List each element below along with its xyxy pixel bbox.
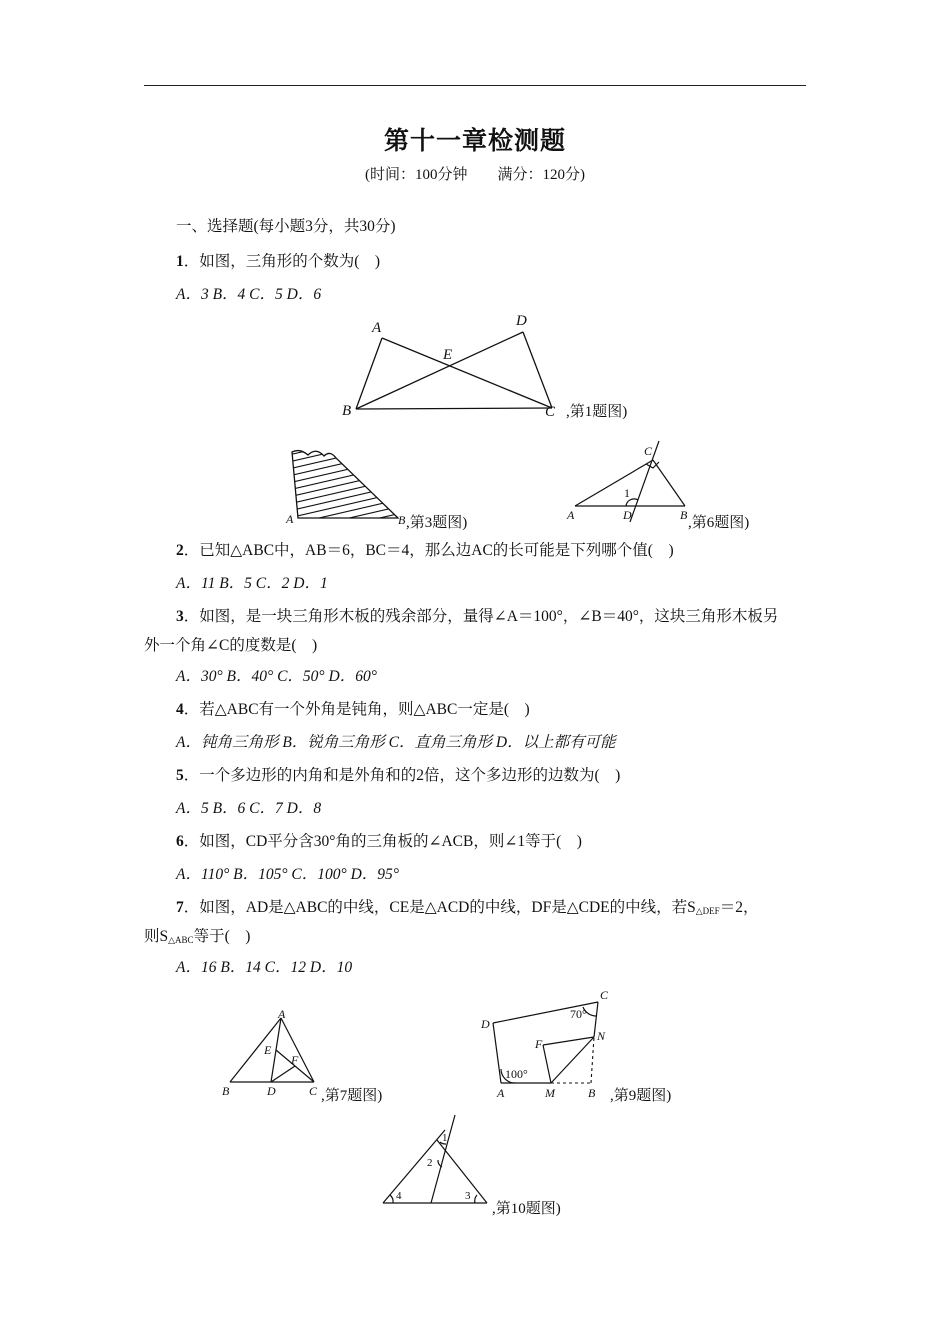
question-7-continued: 则$S_{\triangle ABC}$等于( ) <box>144 928 251 945</box>
svg-text:A: A <box>567 508 575 522</box>
svg-text:M: M <box>545 1086 555 1100</box>
question-5-options: A．5 B．6 C．7 D．8 <box>176 800 322 817</box>
figure-10 <box>375 1110 505 1210</box>
question-3-continued: 外一个角∠C的度数是( ) <box>144 637 318 654</box>
section-heading: 一、选择题(每小题3分，共30分) <box>176 218 396 235</box>
svg-text:B: B <box>222 1084 230 1098</box>
header-rule <box>144 85 806 86</box>
svg-text:E: E <box>264 1043 272 1057</box>
question-3: 3．如图，是一块三角形木板的残余部分，量得∠A＝100°，∠B＝40°，这块三角形木板另 <box>176 608 779 625</box>
svg-text:B: B <box>342 403 352 419</box>
svg-text:1: 1 <box>624 486 630 500</box>
figure-3-caption: ,第3题图) <box>406 515 468 531</box>
figure-10-caption: ,第10题图) <box>492 1201 561 1217</box>
question-1-options: A．3 B．4 C．5 D．6 <box>176 286 322 303</box>
svg-text:B: B <box>588 1086 596 1100</box>
question-3-options: A．30° B．40° C．50° D．60° <box>176 668 377 685</box>
figure-9-caption: ,第9题图) <box>610 1088 672 1104</box>
svg-text:100°: 100° <box>505 1067 528 1081</box>
question-4: 4．若△ABC有一个外角是钝角，则△ABC一定是( ) <box>176 701 530 718</box>
svg-text:C: C <box>545 404 556 420</box>
svg-text:A: A <box>372 320 382 336</box>
page-title: 第十一章检测题 <box>383 128 566 155</box>
svg-text:70°: 70° <box>570 1007 587 1021</box>
question-6-options: A．110° B．105° C．100° D．95° <box>176 866 399 883</box>
svg-text:3: 3 <box>465 1190 471 1202</box>
question-7: 7．如图，AD是△ABC的中线，CE是△ACD的中线，DF是△CDE的中线，若$S_{\triangle DEF}=2$， <box>176 899 759 916</box>
svg-text:F: F <box>291 1053 299 1067</box>
svg-text:D: D <box>516 313 527 329</box>
svg-text:4: 4 <box>396 1190 402 1202</box>
svg-text:1: 1 <box>442 1132 448 1144</box>
figure-1 <box>330 310 570 430</box>
svg-text:C: C <box>309 1084 318 1098</box>
figure-1-caption: ,第1题图) <box>566 404 628 420</box>
figure-9 <box>475 985 625 1105</box>
svg-text:B: B <box>398 513 406 527</box>
question-2-options: A．11 B．5 C．2 D．1 <box>176 575 328 592</box>
question-7-options: A．16 B．14 C．12 D．10 <box>176 959 353 976</box>
question-5: 5．一个多边形的内角和是外角和的2倍，这个多边形的边数为( ) <box>176 767 621 784</box>
svg-text:D: D <box>481 1017 490 1031</box>
figure-7 <box>215 1000 335 1100</box>
svg-text:C: C <box>600 988 609 1002</box>
question-2: 2．已知△ABC中，AB＝6，BC＝4，那么边AC的长可能是下列哪个值( ) <box>176 542 674 559</box>
figure-6-caption: ,第6题图) <box>688 515 750 531</box>
svg-text:N: N <box>597 1029 606 1043</box>
question-1: 1．如图，三角形的个数为( ) <box>176 253 381 270</box>
figure-3 <box>280 445 420 530</box>
svg-text:D: D <box>623 508 632 522</box>
figure-7-caption: ,第7题图) <box>321 1088 383 1104</box>
svg-text:A: A <box>286 512 294 526</box>
svg-text:E: E <box>443 347 453 363</box>
svg-text:A: A <box>497 1086 505 1100</box>
svg-text:C: C <box>644 444 653 458</box>
question-6: 6．如图，CD平分含30°角的三角板的∠ACB，则∠1等于( ) <box>176 833 582 850</box>
question-4-options: A．钝角三角形 B．锐角三角形 C．直角三角形 D．以上都有可能 <box>176 734 616 751</box>
svg-text:A: A <box>278 1007 286 1021</box>
svg-text:B: B <box>680 508 688 522</box>
subtitle: (时间：100分钟 满分：120分) <box>365 167 585 183</box>
svg-text:F: F <box>535 1037 543 1051</box>
svg-text:D: D <box>267 1084 276 1098</box>
svg-text:2: 2 <box>427 1157 433 1169</box>
figure-6 <box>560 440 700 530</box>
